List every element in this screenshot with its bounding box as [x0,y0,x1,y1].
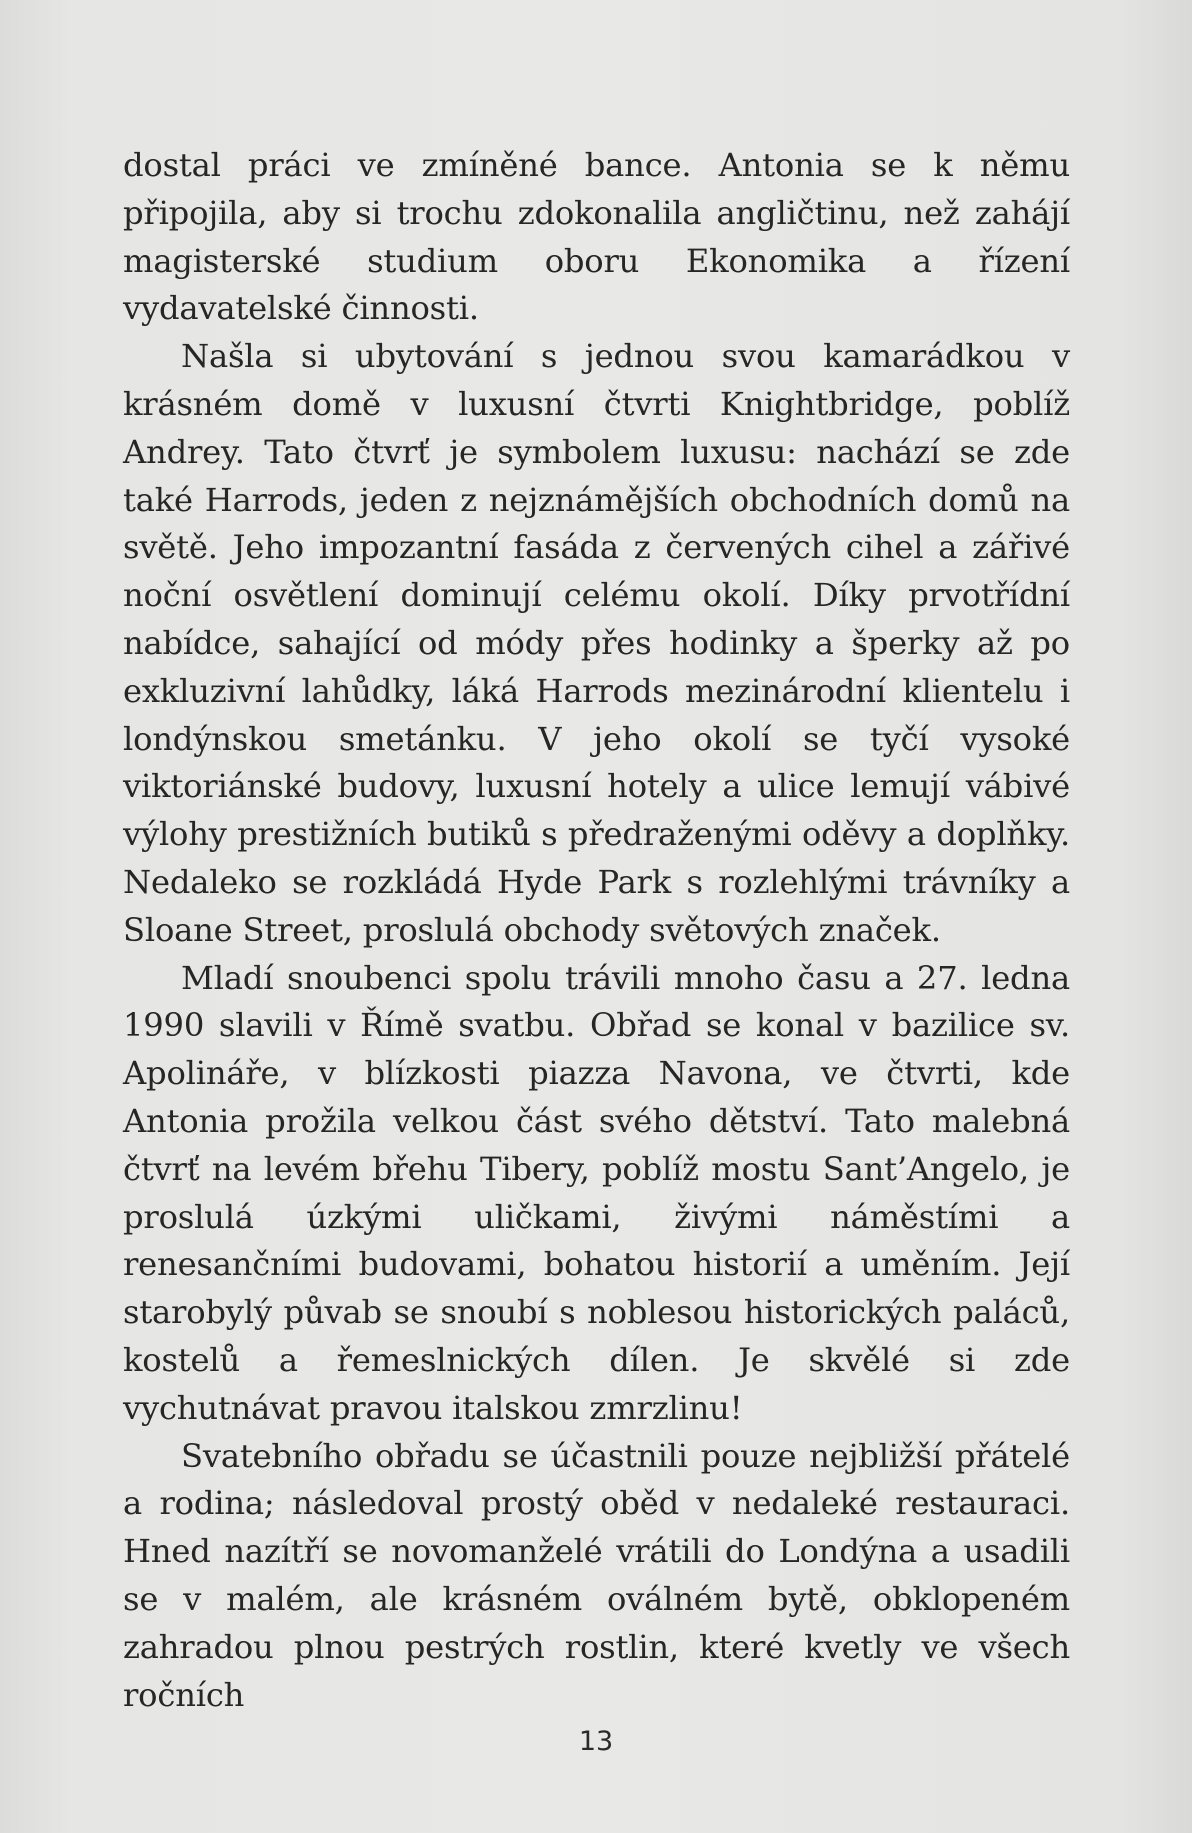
page-number: 13 [578,1726,614,1757]
paragraph-4: Svatebního obřadu se účastnili pouze nejbližší přátelé a rodina; následoval prostý oběd v nedaleké restauraci. Hned nazítří se novomanželé vrátili do Londýna a usadili se v malém, ale krásném oválném bytě, obklopeném zahradou plnou pestrých rostlin, které kvetly ve všech ročních [123,1436,1070,1714]
body-text [123,142,1070,1719]
paragraph-3: Mladí snoubenci spolu trávili mnoho času a 27. ledna 1990 slavili v Římě svatbu. Obřad se konal v bazilice sv. Apolináře, v blízkosti piazza Navona, ve čtvrti, kde Antonia prožila velkou část svého dětství. Tato malebná čtvrť na levém břehu Tibery, poblíž mostu Sant’Angelo, je proslulá úzkými uličkami, živými náměstími a renesančními budovami, bohatou historií a uměním. Její starobylý půvab se snoubí s noblesou historických paláců, kostelů a řemeslnických dílen. Je skvělé si zde vychutnávat pravou italskou zmrzlinu! [123,958,1070,1427]
paragraph-2: Našla si ubytování s jednou svou kamarádkou v krásném domě v luxusní čtvrti Knightbridge, poblíž Andrey. Tato čtvrť je symbolem luxusu: nachází se zde také Harrods, jeden z nejznámějších obchodních domů na světě. Jeho impozantní fasáda z červených cihel a zářivé noční osvětlení dominují celému okolí. Díky prvotřídní nabídce, sahající od módy přes hodinky a šperky až po exkluzivní lahůdky, láká Harrods mezinárodní klientelu i londýnskou smetánku. V jeho okolí se tyčí vysoké viktoriánské budovy, luxusní hotely a ulice lemují vábivé výlohy prestižních butiků s předraženými oděvy a doplňky. Nedaleko se rozkládá Hyde Park s rozlehlými trávníky a Sloane Street, proslulá obchody světových značek. [123,337,1070,949]
paragraph-1: dostal práci ve zmíněné bance. Antonia se k němu připojila, aby si trochu zdokonalila angličtinu, než zahájí magisterské studium oboru Ekonomika a řízení vydavatelské činnosti. [123,146,1070,328]
